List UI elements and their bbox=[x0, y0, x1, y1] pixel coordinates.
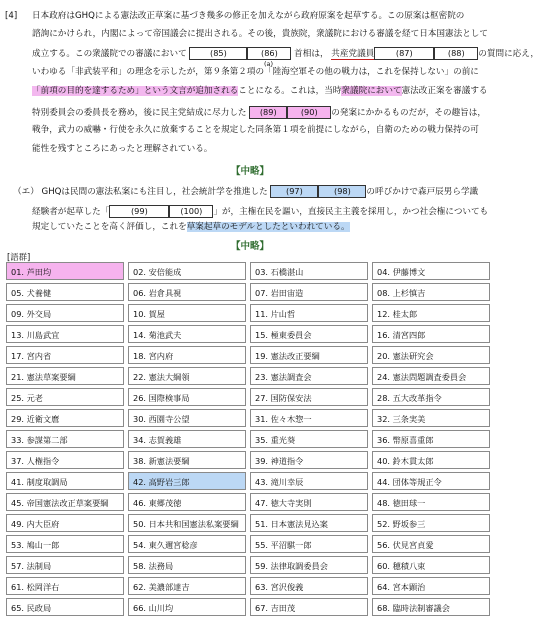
vocab-item: 09. 外交局 bbox=[6, 304, 124, 322]
vocab-item: 41. 制度取調局 bbox=[6, 472, 124, 490]
vocab-item: 24. 憲法問題調査委員会 bbox=[372, 367, 490, 385]
vocab-item: 13. 川島武宜 bbox=[6, 325, 124, 343]
passage-line-6 bbox=[32, 106, 486, 119]
vocab-item: 67. 吉田茂 bbox=[250, 598, 368, 616]
vocab-item: 58. 法務局 bbox=[128, 556, 246, 574]
vocab-item: 18. 宮内府 bbox=[128, 346, 246, 364]
vocab-item: 53. 鳩山一郎 bbox=[6, 535, 124, 553]
vocab-item: 26. 国際検事局 bbox=[128, 388, 246, 406]
vocab-item: 34. 志賀義雄 bbox=[128, 430, 246, 448]
vocab-item: 66. 山川均 bbox=[128, 598, 246, 616]
vocab-item: 62. 美濃部達吉 bbox=[128, 577, 246, 595]
vocab-item: 39. 神道指令 bbox=[250, 451, 368, 469]
heading-text: 【中略】 bbox=[230, 166, 269, 177]
vocab-item: 54. 東久邇宮稔彦 bbox=[128, 535, 246, 553]
vocab-item: 12. 桂太郎 bbox=[372, 304, 490, 322]
answer-box-87[interactable]: (87) bbox=[374, 47, 434, 60]
answer-box-99[interactable]: (99) bbox=[109, 205, 169, 218]
vocab-item: 56. 伏見宮貞愛 bbox=[372, 535, 490, 553]
vocab-item: 44. 団体等規正令 bbox=[372, 472, 490, 490]
vocab-item: 16. 清宮四郎 bbox=[372, 325, 490, 343]
vocab-item: 35. 重光葵 bbox=[250, 430, 368, 448]
passage-text: 規定していたことを高く評価し，これを bbox=[32, 222, 187, 232]
highlight-pink-phrase: 「前項の目的を達するため」という文言が追加される bbox=[32, 86, 239, 96]
vocab-item: 59. 法律取調委員会 bbox=[250, 556, 368, 574]
answer-box-90[interactable]: (90) bbox=[287, 106, 331, 119]
question-number: [4] bbox=[5, 11, 18, 21]
vocab-item: 07. 岩田宙造 bbox=[250, 283, 368, 301]
section-heading-omitted-1 bbox=[190, 163, 310, 177]
vocab-item: 33. 参謀第二部 bbox=[6, 430, 124, 448]
vocab-item: 36. 幣原喜重郎 bbox=[372, 430, 490, 448]
vocab-item: 21. 憲法草案要綱 bbox=[6, 367, 124, 385]
heading-text: 【中略】 bbox=[230, 241, 269, 252]
passage-text: 憲法改正案を審議する bbox=[401, 86, 488, 96]
vocab-item: 29. 近衛文麿 bbox=[6, 409, 124, 427]
vocab-item: 40. 鈴木貫太郎 bbox=[372, 451, 490, 469]
vocab-item: 01. 芦田均 bbox=[6, 262, 124, 280]
answer-box-88[interactable]: (88) bbox=[434, 47, 478, 60]
vocab-item: 51. 日本憲法見込案 bbox=[250, 514, 368, 532]
vocab-item: 23. 憲法調査会 bbox=[250, 367, 368, 385]
vocab-item: 45. 帝国憲法改正草案要綱 bbox=[6, 493, 124, 511]
vocab-item: 48. 徳田球一 bbox=[372, 493, 490, 511]
vocab-item: 27. 国防保安法 bbox=[250, 388, 368, 406]
vocab-item: 28. 五大改革指令 bbox=[372, 388, 490, 406]
passage-line-4: いわゆる「非武装平和」の理念を示したが，第９条第２項の「陸海空軍その他の戦力は，これを保持しない」の前に bbox=[32, 67, 479, 77]
passage-line-7: 戦争，武力の威嚇・行使を永久に放棄することを規定した同条第１項を前提にしながら，自衛のための戦力保持の可 bbox=[32, 125, 479, 135]
passage-text: GHQは民間の憲法私案にも注目し，社会統計学を推進した bbox=[41, 187, 268, 197]
vocab-item: 02. 安倍能成 bbox=[128, 262, 246, 280]
vocab-item: 20. 憲法研究会 bbox=[372, 346, 490, 364]
vocab-item: 68. 臨時法制審議会 bbox=[372, 598, 490, 616]
vocab-item: 10. 賀屋 bbox=[128, 304, 246, 322]
highlight-pink-phrase-2: 衆議院において bbox=[341, 86, 402, 96]
answer-box-86[interactable]: (86) bbox=[247, 47, 291, 60]
section-heading-omitted-2 bbox=[190, 238, 310, 252]
vocab-item: 43. 滝川幸辰 bbox=[250, 472, 368, 490]
passage2-line-1 bbox=[13, 185, 478, 198]
passage-text: の質問に応え， bbox=[478, 49, 539, 59]
vocab-item: 08. 上杉慎吉 bbox=[372, 283, 490, 301]
answer-box-100[interactable]: (100) bbox=[169, 205, 213, 218]
passage-line-2: 諮詢にかけられ，内閣によって帝国議会に提出される。その後，貴族院，衆議院における審議を経て日本国憲法として bbox=[32, 29, 488, 39]
sub-marker-a: (a) bbox=[264, 60, 274, 68]
vocab-item: 57. 法制局 bbox=[6, 556, 124, 574]
vocab-item: 37. 人権指令 bbox=[6, 451, 124, 469]
vocab-item: 15. 極東委員会 bbox=[250, 325, 368, 343]
vocab-item: 38. 新憲法要綱 bbox=[128, 451, 246, 469]
vocab-item: 03. 石橋湛山 bbox=[250, 262, 368, 280]
underlined-phrase-a: 共産党議員 bbox=[331, 49, 375, 59]
vocab-item: 32. 三条実美 bbox=[372, 409, 490, 427]
answer-box-89[interactable]: (89) bbox=[249, 106, 287, 119]
vocab-item: 04. 伊藤博文 bbox=[372, 262, 490, 280]
vocab-item: 17. 宮内省 bbox=[6, 346, 124, 364]
vocab-list-label: [語群] bbox=[7, 252, 31, 262]
vocab-item: 63. 宮沢俊義 bbox=[250, 577, 368, 595]
vocab-item: 25. 元老 bbox=[6, 388, 124, 406]
passage-line-3 bbox=[32, 47, 539, 60]
vocab-item: 19. 憲法改正要綱 bbox=[250, 346, 368, 364]
vocab-item: 64. 宮本顕治 bbox=[372, 577, 490, 595]
passage-line-5 bbox=[32, 86, 488, 97]
item-label-e: （エ） bbox=[13, 187, 39, 197]
highlight-blue-phrase: 草案起草のモデルとしたといわれている。 bbox=[186, 222, 350, 232]
vocab-item: 52. 野坂参三 bbox=[372, 514, 490, 532]
passage-line-1: 日本政府はGHQによる憲法改正草案に基づき幾多の修正を加えながら政府原案を起草する。この原案は枢密院の bbox=[32, 11, 465, 21]
vocab-item: 55. 平沼騏一郎 bbox=[250, 535, 368, 553]
vocab-item: 60. 穂積八束 bbox=[372, 556, 490, 574]
vocab-item: 22. 憲法大綱領 bbox=[128, 367, 246, 385]
vocab-item: 50. 日本共和国憲法私案要綱 bbox=[128, 514, 246, 532]
passage2-line-2 bbox=[32, 205, 488, 218]
vocab-item: 05. 犬養健 bbox=[6, 283, 124, 301]
vocab-item: 31. 佐々木惣一 bbox=[250, 409, 368, 427]
vocab-item: 30. 西園寺公望 bbox=[128, 409, 246, 427]
passage-text: ことになる。これは，当時 bbox=[238, 86, 342, 96]
passage-text: 」が，主権在民を謳い，直接民主主義を採用し，かつ社会権についても bbox=[213, 207, 489, 217]
vocab-item: 47. 徳大寺実則 bbox=[250, 493, 368, 511]
answer-box-97[interactable]: (97) bbox=[270, 185, 318, 198]
vocab-item: 06. 岩倉具視 bbox=[128, 283, 246, 301]
vocab-item: 14. 菊池武夫 bbox=[128, 325, 246, 343]
passage-text: 首相は， bbox=[294, 49, 329, 59]
answer-box-85[interactable]: (85) bbox=[189, 47, 247, 60]
passage-text: 経験者が起草した「 bbox=[32, 207, 110, 217]
passage-text: の発案にかかるものだが，その趣旨は， bbox=[331, 108, 486, 118]
vocab-item: 65. 民政局 bbox=[6, 598, 124, 616]
vocab-item: 49. 内大臣府 bbox=[6, 514, 124, 532]
vocab-item: 61. 松岡洋右 bbox=[6, 577, 124, 595]
answer-box-98[interactable]: (98) bbox=[318, 185, 366, 198]
passage-line-8: 能性を残すところにあったと理解されている。 bbox=[32, 144, 213, 154]
passage-text: 成立する。この衆議院での審議において bbox=[32, 49, 187, 59]
vocab-item: 42. 高野岩三郎 bbox=[128, 472, 246, 490]
vocab-item: 46. 東郷茂徳 bbox=[128, 493, 246, 511]
vocab-item: 11. 片山哲 bbox=[250, 304, 368, 322]
passage2-line-3 bbox=[32, 222, 350, 233]
passage-text: 特別委員会の委員長を務め，後に民主党結成に尽力した bbox=[32, 108, 247, 118]
passage-text: の呼びかけで森戸辰男ら学識 bbox=[366, 187, 479, 197]
